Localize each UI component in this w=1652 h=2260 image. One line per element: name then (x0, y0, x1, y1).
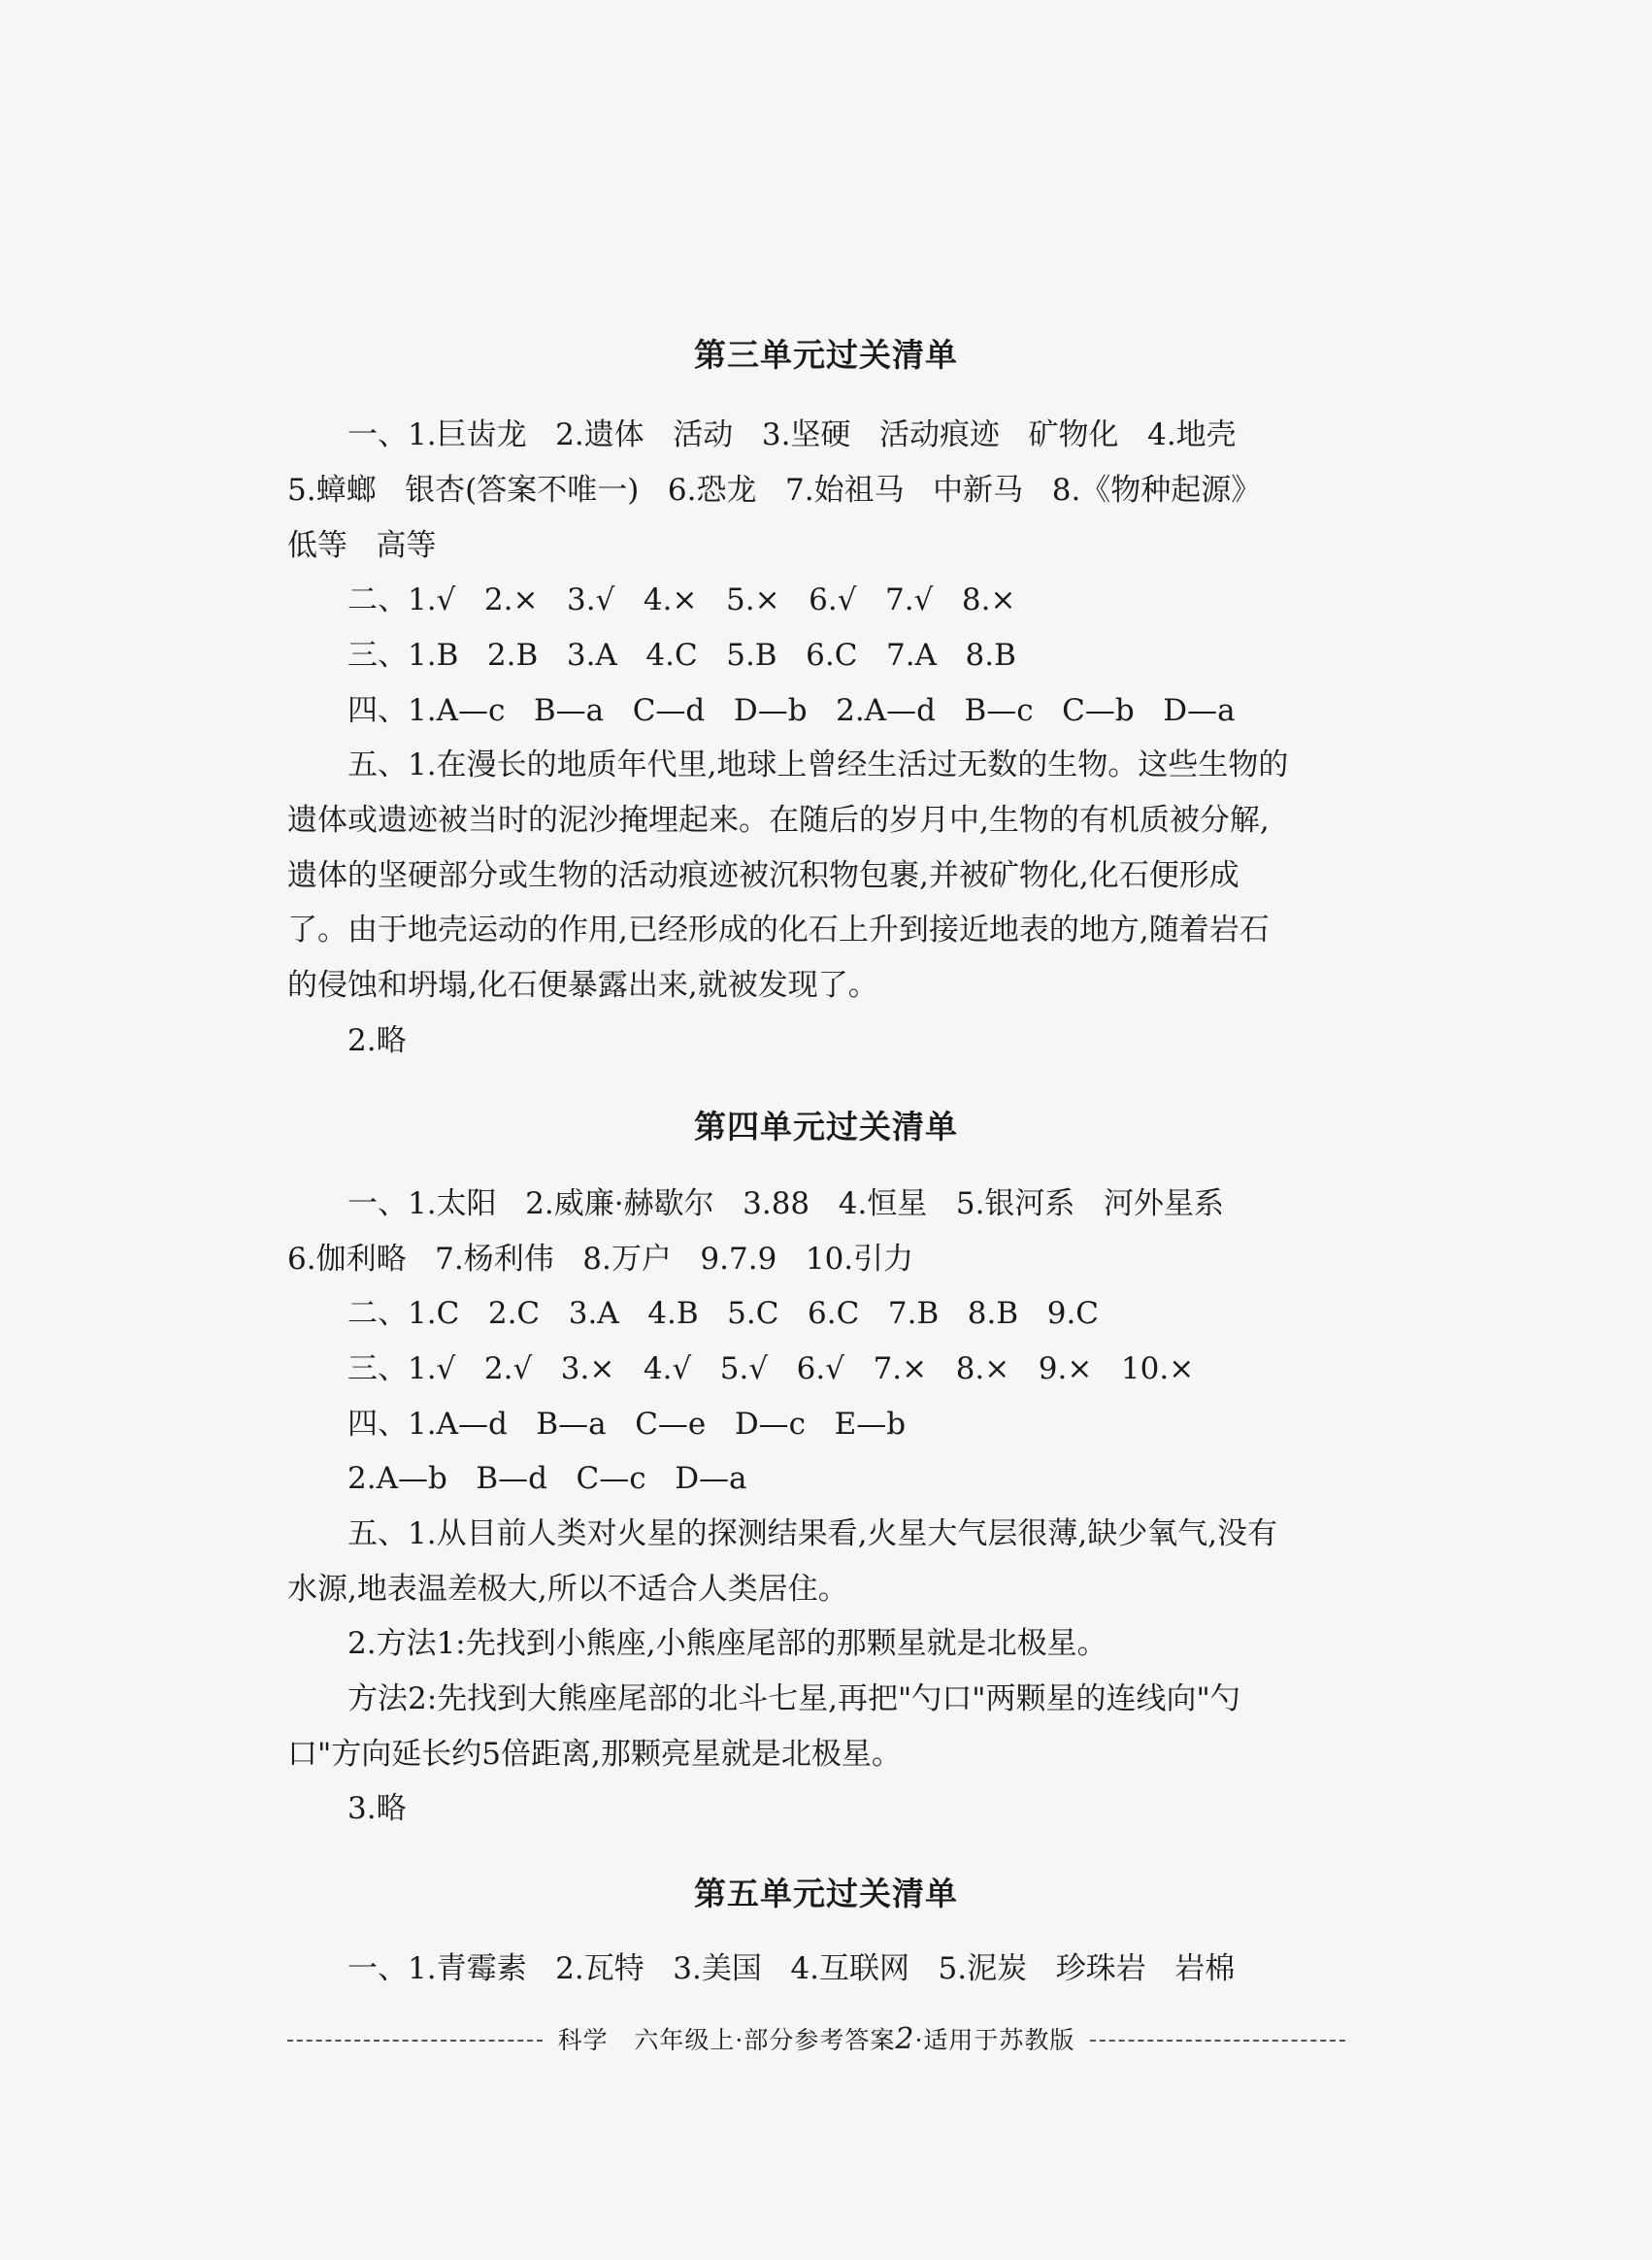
unit3-line: 了。由于地壳运动的作用,已经形成的化石上升到接近地表的地方,随着岩石 (287, 913, 1270, 947)
unit3-line: 四、1.A—c B—a C—d D—b 2.A—d B—c C—b D—a (347, 693, 1236, 728)
unit3-line: 的侵蚀和坍塌,化石便暴露出来,就被发现了。 (287, 968, 878, 1003)
unit4-line: 二、1.C 2.C 3.A 4.B 5.C 6.C 7.B 8.B 9.C (347, 1296, 1100, 1331)
page-number: 2 (895, 2022, 915, 2056)
footer-divider (1090, 2040, 1345, 2042)
unit3-line: 三、1.B 2.B 3.A 4.C 5.B 6.C 7.A 8.B (347, 638, 1016, 673)
unit4-line: 水源,地表温差极大,所以不适合人类居住。 (287, 1572, 848, 1607)
unit4-line: 6.伽利略 7.杨利伟 8.万户 9.7.9 10.引力 (287, 1242, 914, 1277)
footer-edition: ·适用于苏教版 (914, 2026, 1075, 2054)
unit4-line: 一、1.太阳 2.威廉·赫歇尔 3.88 4.恒星 5.银河系 河外星系 (347, 1186, 1224, 1221)
unit4-line: 方法2:先找到大熊座尾部的北斗七星,再把"勺口"两颗星的连线向"勺 (347, 1681, 1240, 1716)
unit3-line: 2.略 (347, 1023, 407, 1058)
footer-label: 科学 六年级上·部分参考答案 (557, 2026, 896, 2054)
unit4-title: 第四单元过关清单 (694, 1108, 958, 1146)
unit4-line: 四、1.A—d B—a C—e D—c E—b (347, 1407, 907, 1442)
unit3-line: 五、1.在漫长的地质年代里,地球上曾经生活过无数的生物。这些生物的 (347, 748, 1289, 782)
unit3-line: 遗体的坚硬部分或生物的活动痕迹被沉积物包裹,并被矿物化,化石便形成 (287, 858, 1239, 893)
footer-text (543, 2021, 1091, 2056)
unit5-title: 第五单元过关清单 (694, 1875, 958, 1912)
unit3-line: 5.蟑螂 银杏(答案不唯一) 6.恐龙 7.始祖马 中新马 8.《物种起源》 (287, 473, 1262, 508)
unit4-line: 2.方法1:先找到小熊座,小熊座尾部的那颗星就是北极星。 (347, 1626, 1107, 1661)
unit4-line: 2.A—b B—d C—c D—a (347, 1461, 747, 1496)
unit5-line: 一、1.青霉素 2.瓦特 3.美国 4.互联网 5.泥炭 珍珠岩 岩棉 (347, 1951, 1236, 1986)
unit3-line: 低等 高等 (287, 528, 437, 563)
unit3-line: 一、1.巨齿龙 2.遗体 活动 3.坚硬 活动痕迹 矿物化 4.地壳 (347, 417, 1237, 452)
page-footer (287, 2019, 1345, 2058)
unit3-line: 遗体或遗迹被当时的泥沙掩埋起来。在随后的岁月中,生物的有机质被分解, (287, 803, 1270, 838)
unit4-line: 口"方向延长约5倍距离,那颗亮星就是北极星。 (287, 1737, 902, 1772)
unit4-line: 三、1.√ 2.√ 3.× 4.√ 5.√ 6.√ 7.× 8.× 9.× 10.× (347, 1351, 1195, 1386)
unit4-line: 五、1.从目前人类对火星的探测结果看,火星大气层很薄,缺少氧气,没有 (347, 1516, 1278, 1551)
unit3-line: 二、1.√ 2.× 3.√ 4.× 5.× 6.√ 7.√ 8.× (347, 582, 1016, 617)
footer-divider (287, 2040, 543, 2042)
unit3-title: 第三单元过关清单 (694, 336, 958, 374)
unit4-line: 3.略 (347, 1791, 407, 1826)
